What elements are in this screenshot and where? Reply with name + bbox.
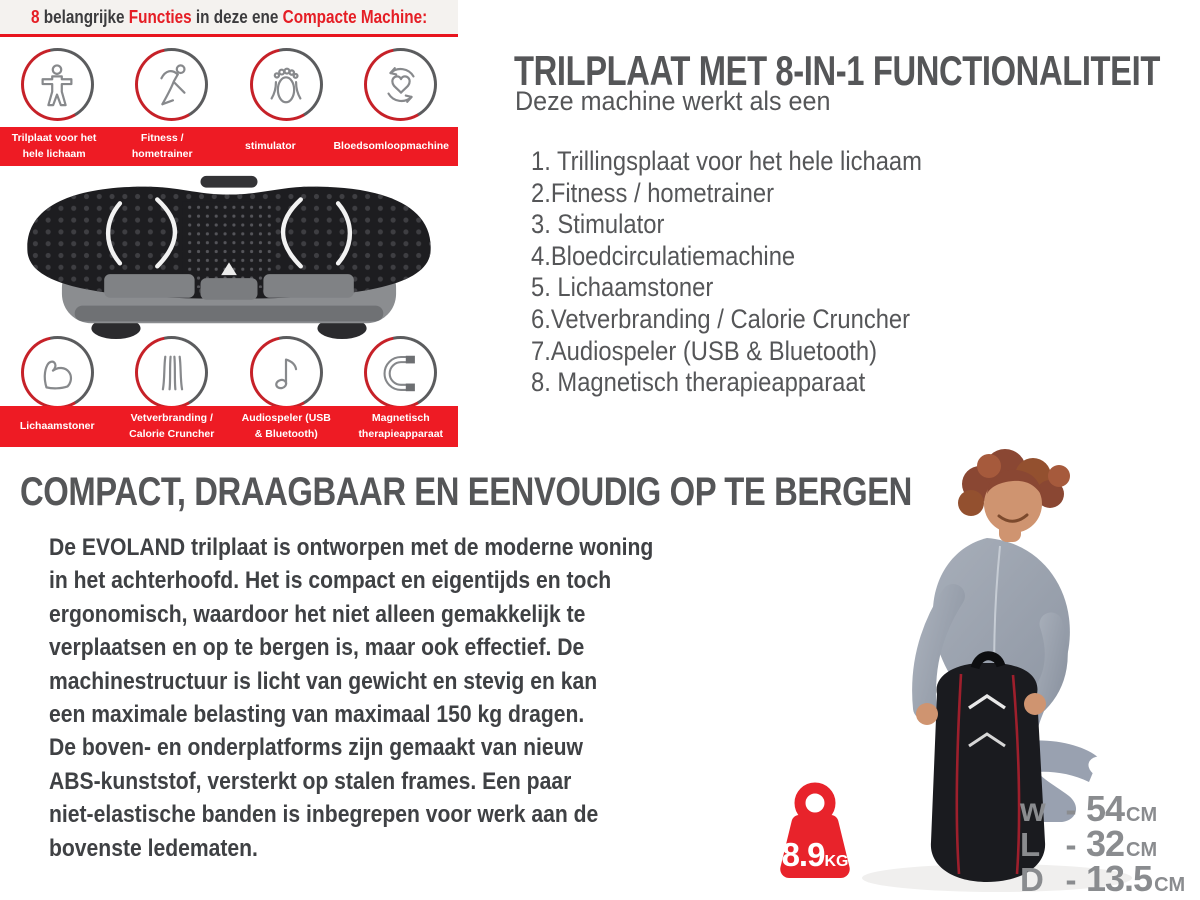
dimension-length (1020, 823, 1185, 864)
music-note-icon (263, 350, 309, 396)
list-item: 4.Bloedcirculatiemachine (531, 240, 796, 271)
function-cell (115, 48, 230, 121)
stretch-exercise-icon (149, 62, 195, 108)
paragraph-line: ergonomisch, waardoor het niet alleen gemakkelijk te (49, 600, 586, 628)
function-cell (115, 336, 230, 409)
magnet-icon (378, 350, 424, 396)
function-cell (0, 336, 115, 409)
dimension-separator: - (1065, 791, 1077, 828)
functions-list (531, 146, 922, 399)
circulation-heart-icon (378, 62, 424, 108)
list-item: 8. Magnetisch therapieapparaat (531, 367, 866, 398)
paragraph-line: machinestructuur is licht van gewicht en stevig en kan (49, 667, 598, 695)
function-label: Magnetisch therapieapparaat (358, 412, 444, 440)
paragraph-line: niet-elastische banden is inbegrepen voor werk aan de (49, 801, 599, 829)
icon-ring-inner (367, 339, 434, 406)
vibration-plate-image (15, 168, 443, 340)
page-subtitle: Deze machine werkt als een (515, 86, 831, 116)
list-item: 2.Fitness / hometrainer (531, 177, 774, 208)
function-label: Lichaamstoner (19, 419, 95, 432)
panel-title-text (31, 7, 427, 28)
dimension-separator: - (1065, 861, 1077, 898)
icon-ring (21, 48, 94, 121)
weight-value: 8.9 (781, 836, 825, 873)
dimension-value: 32 (1086, 823, 1125, 864)
paragraph-line: een maximale belasting van maximaal 150 kg dragen. (49, 701, 585, 729)
dimension-label: L (1020, 826, 1041, 863)
panel-title-seg: belangrijke (39, 6, 129, 27)
icon-ring (21, 336, 94, 409)
function-labels-top (0, 127, 458, 166)
icon-ring (364, 336, 437, 409)
function-cell (0, 48, 115, 121)
dimension-unit: CM (1126, 839, 1158, 861)
dimensions (1020, 788, 1186, 899)
function-cell (344, 48, 459, 121)
icon-ring-inner (138, 51, 205, 118)
functions-panel (0, 0, 458, 447)
icon-ring-inner (253, 339, 320, 406)
icon-ring (135, 336, 208, 409)
function-labels-bottom (0, 406, 458, 447)
slim-legs-icon (149, 350, 195, 396)
paragraph-line: in het achterhoofd. Het is compact en eigentijds en toch (49, 567, 612, 595)
dimension-width (1020, 788, 1185, 829)
list-item: 5. Lichaamstoner (531, 272, 714, 303)
dimension-value: 54 (1086, 788, 1125, 829)
function-cell (229, 336, 344, 409)
function-label: Trilplaat voor het hele lichaam (11, 132, 97, 160)
list-item: 3. Stimulator (531, 209, 665, 240)
panel-title-seg: Functies (128, 6, 192, 27)
panel-title-seg: 8 (30, 6, 40, 27)
icon-ring (250, 336, 323, 409)
weight-badge (760, 782, 872, 888)
vibration-plate-illustration (15, 168, 443, 340)
function-label: Fitness / hometrainer (131, 132, 193, 160)
paragraph-line: De EVOLAND trilplaat is ontworpen met de moderne woning (49, 534, 654, 561)
paragraph-line: verplaatsen en op te bergen is, maar ook effectief. De (49, 634, 585, 662)
dimension-value: 13.5 (1086, 858, 1153, 899)
function-label: Audiospeler (USB & Bluetooth) (241, 412, 331, 440)
icon-ring-inner (24, 339, 91, 406)
function-label: Bloedsomloopmachine (333, 139, 449, 152)
functions-icons-bottom (0, 336, 458, 409)
icon-ring (250, 48, 323, 121)
list-item: 7.Audiospeler (USB & Bluetooth) (531, 335, 878, 366)
function-cell (229, 48, 344, 121)
function-cell (344, 336, 459, 409)
dimension-label: w (1020, 791, 1046, 828)
icon-ring (135, 48, 208, 121)
panel-title (0, 0, 458, 37)
description-paragraph (49, 531, 653, 865)
functions-icons-top (0, 48, 458, 121)
foot-massage-icon (263, 62, 309, 108)
dimension-depth (1020, 858, 1186, 899)
page-title: TRILPLAAT MET 8-IN-1 FUNCTIONALITEIT (514, 47, 1160, 94)
person-arms-out-icon (34, 62, 80, 108)
list-item: 1. Trillingsplaat voor het hele lichaam (531, 146, 922, 176)
icon-ring-inner (24, 51, 91, 118)
paragraph-line: bovenste ledematen. (49, 834, 258, 862)
dimension-unit: CM (1126, 804, 1158, 826)
panel-title-seg: Compacte Machine: (282, 6, 428, 27)
section-title: COMPACT, DRAAGBAAR EN EENVOUDIG OP TE BERGEN (20, 470, 912, 514)
paragraph-line: De boven- en onderplatforms zijn gemaakt van nieuw (49, 734, 583, 762)
weight-text (760, 836, 870, 874)
icon-ring-inner (138, 339, 205, 406)
icon-ring-inner (253, 51, 320, 118)
weight-unit: KG (824, 853, 849, 870)
icon-ring (364, 48, 437, 121)
dimension-separator: - (1065, 826, 1077, 863)
dimension-label: D (1020, 861, 1044, 898)
paragraph-line: ABS-kunststof, versterkt op stalen frames. Een paar (49, 767, 572, 795)
dimension-unit: CM (1154, 874, 1186, 896)
bicep-icon (34, 350, 80, 396)
list-item: 6.Vetverbranding / Calorie Cruncher (531, 303, 911, 334)
function-label: Vetverbranding / Calorie Cruncher (129, 412, 215, 440)
icon-ring-inner (367, 51, 434, 118)
panel-title-seg: in deze ene (191, 6, 283, 27)
function-label: stimulator (245, 139, 296, 152)
